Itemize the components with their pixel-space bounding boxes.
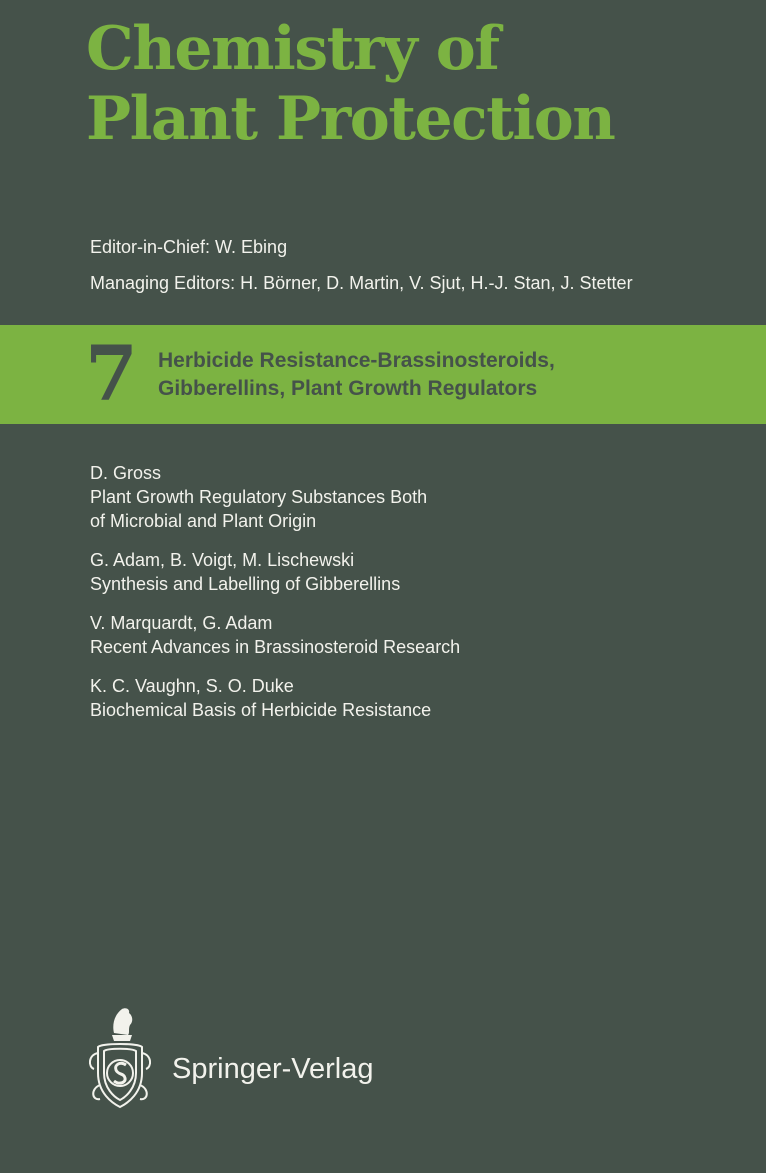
managing-editors: Managing Editors: H. Börner, D. Martin, V. Sjut, H.-J. Stan, J. Stetter xyxy=(90,273,633,293)
editors-block xyxy=(90,237,633,309)
entry-title: Plant Growth Regulatory Substances Both xyxy=(90,487,428,507)
volume-title-line-1: Herbicide Resistance-Brassinosteroids, xyxy=(158,349,555,372)
publisher-imprint xyxy=(84,1003,444,1118)
contents-list xyxy=(90,461,460,737)
contents-entry xyxy=(90,548,460,596)
contents-entry xyxy=(90,611,460,659)
springer-knight-icon xyxy=(84,1003,156,1118)
series-title-line-1: Chemistry of xyxy=(86,14,499,84)
entry-title: Biochemical Basis of Herbicide Resistance xyxy=(90,700,432,720)
entry-title: of Microbial and Plant Origin xyxy=(90,511,317,531)
entry-authors: D. Gross xyxy=(90,463,162,483)
volume-title-line-2: Gibberellins, Plant Growth Regulators xyxy=(158,377,538,400)
entry-title: Synthesis and Labelling of Gibberellins xyxy=(90,574,401,594)
contents-entry xyxy=(90,461,460,533)
entry-authors: G. Adam, B. Voigt, M. Lischewski xyxy=(90,550,355,570)
volume-number: 7 xyxy=(85,329,138,418)
volume-title xyxy=(158,347,555,403)
entry-title: Recent Advances in Brassinosteroid Research xyxy=(90,637,461,657)
series-title-line-2: Plant Protection xyxy=(86,84,615,154)
contents-entry xyxy=(90,674,460,722)
series-title xyxy=(86,14,614,154)
volume-band xyxy=(0,325,766,424)
entry-authors: K. C. Vaughn, S. O. Duke xyxy=(90,676,294,696)
editor-in-chief: Editor-in-Chief: W. Ebing xyxy=(90,237,288,257)
publisher-name: Springer-Verlag xyxy=(172,1053,374,1085)
entry-authors: V. Marquardt, G. Adam xyxy=(90,613,273,633)
